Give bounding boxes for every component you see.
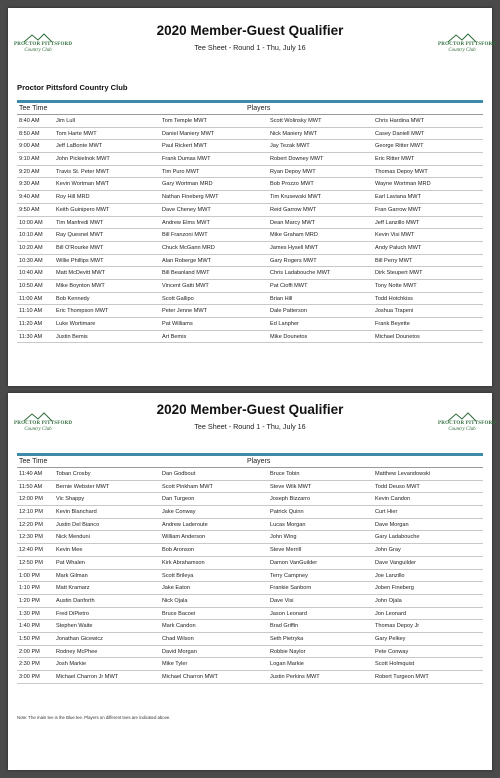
- player-2: Bob Aronson: [162, 547, 195, 554]
- table-row: [17, 318, 483, 331]
- player-1: Tim Manfredi MWT: [56, 219, 104, 226]
- logo-text-line1: PROCTOR PITTSFORD: [438, 42, 497, 47]
- tee-time: 12:10 PM: [19, 509, 43, 516]
- table-row: [17, 280, 483, 293]
- player-1: Travis St. Peter MWT: [56, 168, 110, 175]
- player-2: Tom Temple MWT: [162, 118, 207, 124]
- player-2: Alan Roberge MWT: [162, 257, 212, 264]
- player-3: Reid Garrow MWT: [270, 206, 317, 213]
- col-tee-time: Tee Time: [19, 105, 48, 112]
- tee-time: 9:20 AM: [19, 168, 40, 175]
- player-2: Gary Wortman MRD: [162, 181, 213, 188]
- table-row: [17, 544, 483, 557]
- tee-time: 1:00 PM: [19, 572, 40, 579]
- player-3: Ryan Depoy MWT: [270, 168, 316, 175]
- table-row: [17, 506, 483, 519]
- player-2: Jake Eaton: [162, 585, 190, 592]
- player-4: Casey Daniell MWT: [375, 130, 425, 137]
- player-1: Jim Lull: [56, 118, 75, 124]
- player-3: Seth Pietryka: [270, 635, 304, 642]
- tee-time: 3:00 PM: [19, 674, 40, 680]
- player-3: Pat Cioffi MWT: [270, 282, 308, 289]
- table-row: [17, 115, 483, 128]
- table-row: [17, 267, 483, 280]
- player-3: Mike Graham MRD: [270, 232, 318, 239]
- col-players: Players: [247, 458, 271, 465]
- player-1: Mike Boynton MWT: [56, 282, 105, 289]
- table-row: [17, 178, 483, 191]
- table-row: [17, 519, 483, 532]
- player-2: Chad Wilson: [162, 635, 194, 642]
- player-3: Nick Maniery MWT: [270, 130, 318, 137]
- player-1: Josh Markie: [56, 661, 87, 668]
- table-row: [17, 128, 483, 141]
- page-subtitle: Tee Sheet - Round 1 - Thu, July 16: [194, 422, 306, 431]
- player-1: Kevin Wortman MWT: [56, 181, 110, 188]
- player-1: Bill O'Rourke MWT: [56, 244, 104, 251]
- header-accent-bar: [17, 453, 483, 456]
- player-4: Jeff Lanzillo MWT: [375, 219, 420, 226]
- table-row: [17, 229, 483, 242]
- player-1: Stephen Waite: [56, 623, 93, 630]
- player-4: Dave Morgan: [375, 521, 409, 528]
- player-3: Dale Patterson: [270, 308, 308, 315]
- page-subtitle: Tee Sheet - Round 1 - Thu, July 16: [194, 43, 306, 52]
- player-1: Bernie Webster MWT: [56, 483, 110, 490]
- tee-time: 2:30 PM: [19, 661, 40, 668]
- player-1: Justin Del Bianco: [56, 521, 100, 528]
- tee-time: 1:50 PM: [19, 635, 40, 642]
- player-2: Dan Turgeon: [162, 496, 195, 503]
- tee-time: 10:00 AM: [19, 219, 43, 226]
- logo-text-line2: Country Club: [448, 427, 476, 432]
- tee-time: 11:40 AM: [19, 471, 43, 477]
- player-4: Fran Garrow MWT: [375, 206, 422, 213]
- logo-text-line2: Country Club: [448, 48, 476, 53]
- player-1: Vic Shappy: [56, 496, 85, 503]
- player-4: Dave Vanguilder: [375, 559, 416, 566]
- player-4: Scott Holmquist: [375, 661, 415, 668]
- player-1: Bob Kennedy: [56, 295, 90, 302]
- player-2: Peter Jenne MWT: [162, 308, 208, 315]
- player-3: Bob Prozzo MWT: [270, 181, 314, 188]
- player-3: Joseph Bizzarro: [270, 496, 311, 503]
- player-1: Mark Gilman: [56, 572, 88, 579]
- tee-time: 10:40 AM: [19, 270, 43, 277]
- table-row: [17, 493, 483, 506]
- table-row: [17, 570, 483, 583]
- tee-time: 11:30 AM: [19, 333, 43, 340]
- player-3: Robert Downey MWT: [270, 156, 324, 163]
- table-row: [17, 646, 483, 659]
- player-3: Mike Dounetos: [270, 333, 308, 340]
- tee-time: 12:00 PM: [19, 496, 43, 503]
- player-2: Dan Godbout: [162, 471, 196, 477]
- table-row: [17, 608, 483, 621]
- table-header: [17, 457, 483, 468]
- player-2: Scott Gallipo: [162, 295, 194, 302]
- player-4: Todd Deuso MWT: [375, 483, 420, 490]
- tee-time: 9:40 AM: [19, 194, 40, 201]
- player-4: Gary Ladabouche: [375, 534, 420, 541]
- player-2: Mark Candon: [162, 623, 196, 630]
- page-title: 2020 Member-Guest Qualifier: [156, 402, 344, 417]
- tee-time: 9:00 AM: [19, 143, 40, 150]
- page-title: 2020 Member-Guest Qualifier: [156, 23, 344, 38]
- player-4: Jon Leonard: [375, 610, 407, 617]
- player-3: Tim Krusewski MWT: [270, 194, 322, 201]
- player-2: Bruce Bacoei: [162, 610, 196, 617]
- player-3: Logan Markie: [270, 661, 304, 668]
- player-2: Paul Rickert MWT: [162, 143, 208, 150]
- player-4: Michael Dounetos: [375, 333, 420, 340]
- player-3: Justin Perkins MWT: [270, 674, 320, 680]
- tee-time: 10:20 AM: [19, 244, 43, 251]
- player-2: Jake Conway: [162, 509, 196, 516]
- tee-time: 12:20 PM: [19, 521, 43, 528]
- player-2: Frank Dumas MWT: [162, 156, 211, 163]
- table-row: [17, 204, 483, 217]
- player-4: Earl Laviana MWT: [375, 194, 422, 201]
- player-3: Chris Ladabouche MWT: [270, 270, 331, 277]
- tee-sheet-page-2: [8, 393, 497, 770]
- player-3: Dave Visi: [270, 597, 294, 604]
- player-4: Bill Perry MWT: [375, 257, 413, 264]
- table-row: [17, 468, 483, 481]
- table-row: [17, 595, 483, 608]
- tee-time: 10:30 AM: [19, 257, 43, 264]
- table-row: [17, 242, 483, 255]
- player-2: Andrew Laderoute: [162, 521, 208, 528]
- player-3: Brian Hill: [270, 295, 293, 302]
- player-3: Gary Rogers MWT: [270, 257, 317, 264]
- table-row: [17, 166, 483, 179]
- player-3: Robbie Naylor: [270, 648, 306, 655]
- player-1: Rodney McPhee: [56, 648, 98, 655]
- player-3: Frankie Sanborn: [270, 585, 312, 592]
- player-3: Steve Merrill: [270, 547, 302, 554]
- player-3: Lucas Morgan: [270, 521, 306, 528]
- table-row: [17, 531, 483, 544]
- table-row: [17, 671, 483, 684]
- player-2: Pat Williams: [162, 321, 193, 327]
- player-1: Luke Wortimare: [56, 321, 96, 327]
- player-1: Nick Menduni: [56, 534, 90, 541]
- player-1: Matt Kramarz: [56, 585, 90, 592]
- player-4: Joshua Trapeni: [375, 308, 414, 315]
- club-name: Proctor Pittsford Country Club: [17, 83, 128, 92]
- player-4: John Ojala: [375, 597, 402, 604]
- player-3: Ed Lanpher: [270, 321, 299, 327]
- tee-time: 1:40 PM: [19, 623, 40, 630]
- table-row: [17, 658, 483, 671]
- player-2: Bill Franzoni MWT: [162, 232, 208, 239]
- player-2: Nick Ojala: [162, 597, 188, 604]
- player-1: Willie Phillips MWT: [56, 257, 104, 264]
- player-4: Andy Paluch MWT: [375, 244, 422, 251]
- player-4: Thomas Depoy MWT: [375, 168, 428, 175]
- tee-time: 11:20 AM: [19, 321, 43, 327]
- player-4: Matthew Levandowski: [375, 471, 431, 477]
- player-1: Tom Harte MWT: [56, 130, 97, 137]
- player-2: Kirk Abrahamson: [162, 559, 205, 566]
- player-3: Steve Wilk MWT: [270, 483, 312, 490]
- tee-time: 1:20 PM: [19, 597, 40, 604]
- player-1: Fred DiPietro: [56, 610, 89, 617]
- table-row: [17, 633, 483, 646]
- player-2: Daniel Maniery MWT: [162, 130, 215, 137]
- player-1: Matt McDevitt MWT: [56, 270, 106, 277]
- player-1: Ray Quesnel MWT: [56, 232, 104, 239]
- player-3: Brad Griffin: [270, 623, 299, 630]
- player-4: Joe Lanzillo: [375, 572, 405, 579]
- table-row: [17, 557, 483, 570]
- player-1: Eric Thompson MWT: [56, 308, 109, 315]
- table-row: [17, 582, 483, 595]
- table-row: [17, 481, 483, 494]
- logo-text-line2: Country Club: [24, 427, 52, 432]
- col-players: Players: [247, 105, 271, 112]
- table-header: [17, 104, 483, 115]
- logo-text-line1: PROCTOR PITTSFORD: [14, 421, 73, 426]
- logo-text-line2: Country Club: [24, 48, 52, 53]
- table-row: [17, 305, 483, 318]
- table-row: [17, 255, 483, 268]
- player-1: Justin Bemis: [56, 333, 88, 340]
- tee-time: 12:50 PM: [19, 559, 43, 566]
- player-3: Terry Campney: [270, 572, 308, 579]
- tee-time: 9:10 AM: [19, 156, 40, 163]
- tee-time-list: [17, 115, 483, 343]
- player-4: Frank Beyette: [375, 321, 410, 327]
- player-3: Scott Wolinsky MWT: [270, 118, 322, 124]
- tee-time: 8:40 AM: [19, 118, 40, 124]
- player-4: Joben Fineberg: [375, 585, 414, 592]
- player-2: Scott Pinkham MWT: [162, 483, 213, 490]
- tee-time-list: [17, 468, 483, 684]
- player-1: Jeff LaBonte MWT: [56, 143, 103, 150]
- player-4: Eric Ritter MWT: [375, 156, 415, 163]
- player-2: Nathan Fineberg MWT: [162, 194, 219, 201]
- player-2: Mike Tyler: [162, 661, 188, 668]
- player-3: James Hysell MWT: [270, 244, 319, 251]
- player-4: Todd Hotchkiss: [375, 295, 413, 302]
- player-4: John Gray: [375, 547, 401, 554]
- footnote: Note: The main tee is the Blue tee. Players on different tees are indicated above.: [17, 715, 171, 720]
- player-2: Michael Charron MWT: [162, 674, 218, 680]
- tee-time: 1:30 PM: [19, 610, 40, 617]
- player-2: Vincent Gatti MWT: [162, 282, 209, 289]
- player-3: Damon VanGuilder: [270, 559, 318, 566]
- player-2: Andrew Elms MWT: [162, 219, 210, 226]
- player-2: Bill Beanland MWT: [162, 270, 210, 277]
- table-row: [17, 153, 483, 166]
- table-row: [17, 293, 483, 306]
- player-4: George Ritter MWT: [375, 143, 424, 150]
- player-1: Kevin Mee: [56, 547, 83, 554]
- header-accent-bar: [17, 100, 483, 103]
- player-3: Jay Tezak MWT: [270, 143, 310, 150]
- player-1: Austin Danforth: [56, 597, 95, 604]
- table-row: [17, 140, 483, 153]
- table-row: [17, 191, 483, 204]
- tee-time: 1:10 PM: [19, 585, 40, 592]
- player-4: Pete Conway: [375, 648, 409, 655]
- player-1: Keith Guinipero MWT: [56, 206, 110, 213]
- player-2: Chuck McGann MRD: [162, 244, 215, 251]
- tee-time: 12:40 PM: [19, 547, 43, 554]
- tee-time: 10:10 AM: [19, 232, 43, 239]
- player-1: Michael Charron Jr MWT: [56, 674, 119, 680]
- player-1: Roy Hill MRD: [56, 194, 90, 201]
- player-1: John Pickielnok MWT: [56, 156, 110, 163]
- tee-time: 9:30 AM: [19, 181, 40, 188]
- table-row: [17, 331, 483, 344]
- player-3: Bruce Tobin: [270, 471, 300, 477]
- tee-time: 11:10 AM: [19, 308, 43, 315]
- player-2: Scott Brileya: [162, 572, 194, 579]
- player-1: Pat Whalen: [56, 559, 85, 566]
- player-3: Patrick Quinn: [270, 509, 304, 516]
- logo-text-line1: PROCTOR PITTSFORD: [438, 421, 497, 426]
- player-4: Kevin Visi MWT: [375, 232, 415, 239]
- player-3: John Wing: [270, 534, 297, 541]
- tee-time: 12:30 PM: [19, 534, 43, 541]
- player-3: Dean Marcy MWT: [270, 219, 316, 226]
- player-1: Kevin Blanchard: [56, 509, 97, 516]
- tee-time: 2:00 PM: [19, 648, 40, 655]
- table-row: [17, 217, 483, 230]
- player-4: Wayne Wortman MRD: [375, 181, 431, 188]
- tee-time: 8:50 AM: [19, 130, 40, 137]
- player-1: Jonathan Gicewicz: [56, 635, 103, 642]
- player-2: Dave Cheney MWT: [162, 206, 211, 213]
- logo-text-line1: PROCTOR PITTSFORD: [14, 42, 73, 47]
- player-4: Thomas Depoy Jr: [375, 623, 420, 630]
- player-4: Kevin Candon: [375, 496, 411, 503]
- player-2: David Morgan: [162, 648, 197, 655]
- tee-time: 11:00 AM: [19, 295, 43, 302]
- tee-sheet-page-1: [8, 8, 497, 386]
- player-4: Gary Pelkey: [375, 635, 406, 642]
- table-row: [17, 620, 483, 633]
- player-2: William Anderson: [162, 534, 206, 541]
- player-2: Art Bemis: [162, 333, 187, 340]
- player-4: Curt Hier: [375, 509, 398, 516]
- tee-time: 10:50 AM: [19, 282, 43, 289]
- player-2: Tim Puro MWT: [162, 168, 200, 175]
- col-tee-time: Tee Time: [19, 458, 48, 465]
- tee-time: 11:50 AM: [19, 483, 43, 490]
- player-3: Jason Leonard: [270, 610, 308, 617]
- player-4: Tony Notte MWT: [375, 282, 417, 289]
- tee-time: 9:50 AM: [19, 206, 40, 213]
- player-4: Dirk Steupert MWT: [375, 270, 423, 277]
- player-4: Chris Hardina MWT: [375, 118, 425, 124]
- player-1: Toban Crosby: [56, 471, 91, 477]
- player-4: Robert Turgeon MWT: [375, 674, 429, 680]
